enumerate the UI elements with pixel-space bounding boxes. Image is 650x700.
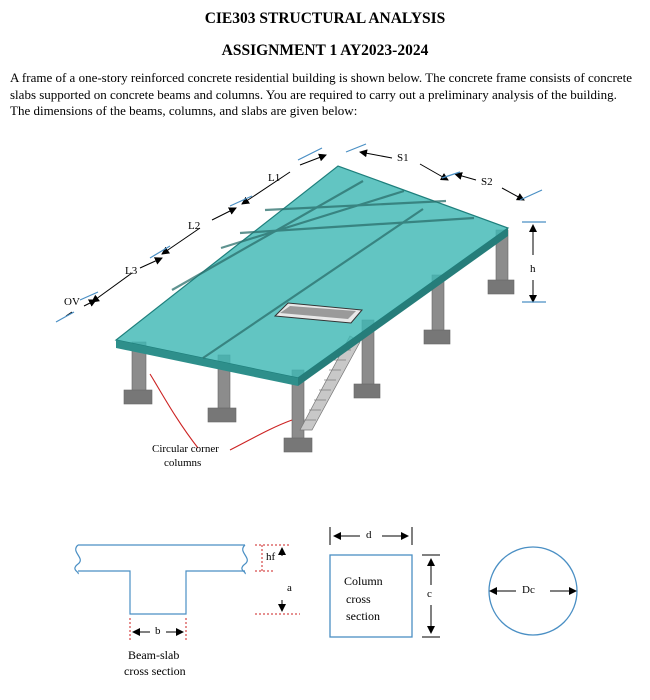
footing-front-mid [208, 408, 236, 422]
dim-d-label: d [366, 529, 372, 541]
footing-back-right [488, 280, 514, 294]
dim-S2-arrow-b [502, 188, 524, 200]
callout-line2: columns [164, 457, 202, 469]
callout-line1: Circular corner [152, 443, 219, 455]
beam-slab-caption-line1: Beam-slab [128, 648, 180, 662]
dim-ov-label: OV [64, 296, 80, 308]
course-title: CIE303 STRUCTURAL ANALYSIS [204, 10, 446, 27]
dim-L2-arrow-b [212, 208, 236, 220]
beam-slab-section [75, 545, 247, 614]
intro-paragraph: A frame of a one-story reinforced concrete residential building is shown below. The concrete frame consists of concrete slabs supported on concrete beams and columns. You are required to carry out a preliminary analysis of the building. The dimensions of the beams, columns, and slabs are given below: [10, 70, 632, 118]
dim-hf-label: hf [266, 551, 276, 563]
dim-S1-arrow-a [360, 152, 392, 158]
dim-S2-label: S2 [481, 176, 493, 188]
dim-Dc-label: Dc [522, 584, 535, 596]
dim-L3-arrow-a [92, 273, 132, 302]
dim-S2-arrow-a [455, 174, 476, 180]
beam-slab-caption-line2: cross section [124, 664, 186, 678]
dim-a-label: a [287, 582, 292, 594]
footing-front-corner [284, 438, 312, 452]
column-label-line1: Column [344, 574, 383, 588]
dim-L1-label: L1 [268, 172, 281, 184]
dim-L1-arrow-a [242, 172, 290, 204]
dim-L3-label: L3 [125, 265, 138, 277]
assignment-title: ASSIGNMENT 1 AY2023-2024 [221, 42, 429, 59]
dim-h-label: h [530, 263, 536, 275]
footing-right-mid [424, 330, 450, 344]
dim-L2-label: L2 [188, 220, 201, 232]
column-label-line2: cross [346, 592, 371, 606]
dim-c-label: c [427, 588, 432, 600]
footing-front-left [124, 390, 152, 404]
slab [116, 166, 508, 386]
dim-S1-label: S1 [397, 152, 409, 164]
column-label-line3: section [346, 609, 380, 623]
dim-b-label: b [155, 625, 161, 637]
dim-L3-arrow-b [140, 258, 162, 268]
footing-front-right [354, 384, 380, 398]
